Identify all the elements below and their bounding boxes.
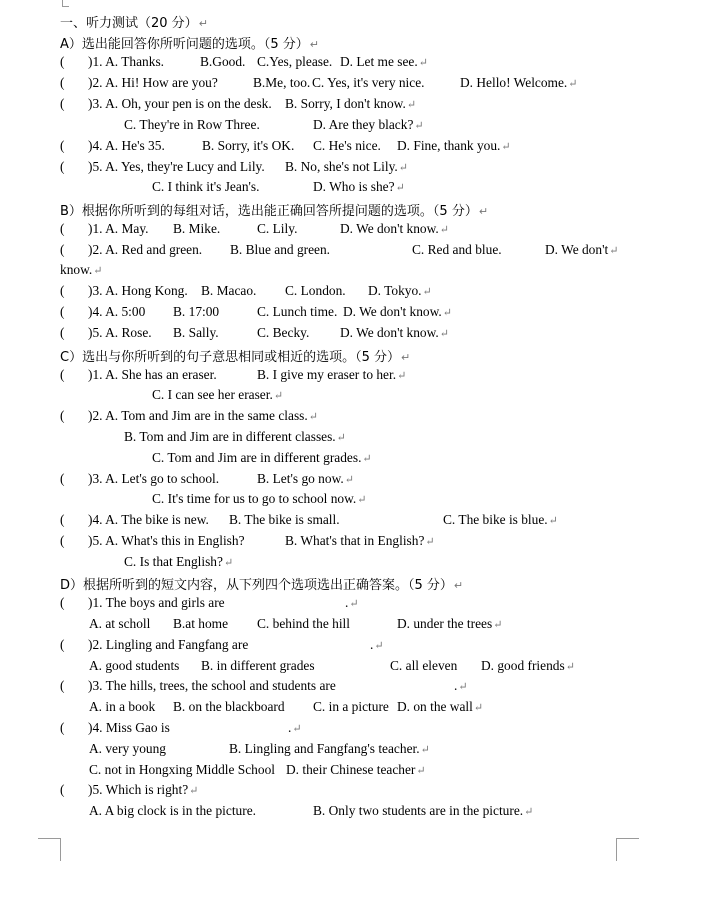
answer-paren: ( bbox=[60, 283, 65, 298]
paragraph-mark-icon: ↵ bbox=[420, 744, 430, 756]
option-a: A. very young bbox=[89, 741, 166, 756]
question-d3 bbox=[0, 678, 712, 698]
option-d: D. Fine, thank you.↵ bbox=[397, 138, 511, 153]
option-c: C. The bike is blue.↵ bbox=[443, 512, 558, 527]
answer-paren: ( bbox=[60, 533, 65, 548]
option-d: D. Are they black?↵ bbox=[313, 117, 424, 132]
blank-period: .↵ bbox=[288, 720, 302, 735]
question-d5-options bbox=[0, 803, 712, 823]
option-d: D. We don't know.↵ bbox=[340, 325, 449, 340]
question-stem: )4. Miss Gao is bbox=[88, 720, 170, 735]
part-d-header: D）根据所听到的短文内容，从下列四个选项选出正确答案。（5 分）↵ bbox=[60, 578, 464, 593]
question-b5 bbox=[0, 325, 712, 345]
question-a5 bbox=[0, 159, 712, 179]
paragraph-mark-icon: ↵ bbox=[568, 78, 578, 90]
option-c: C. not in Hongxing Middle School bbox=[89, 762, 275, 777]
paragraph-mark-icon: ↵ bbox=[336, 432, 346, 444]
part-b-header: B）根据你所听到的每组对话，选出能正确回答所提问题的选项。（5 分）↵ bbox=[60, 204, 489, 219]
answer-paren: ( bbox=[60, 678, 65, 693]
paragraph-mark-icon: ↵ bbox=[395, 182, 405, 194]
option-b: B. Lingling and Fangfang's teacher.↵ bbox=[229, 741, 430, 756]
question-a2 bbox=[0, 75, 712, 95]
option-c: C. I can see her eraser.↵ bbox=[152, 387, 284, 402]
option-c: C. Tom and Jim are in different grades.↵ bbox=[152, 450, 372, 465]
part-b-header-line bbox=[0, 200, 712, 220]
question-c2 bbox=[0, 408, 712, 428]
paragraph-mark-icon: ↵ bbox=[189, 785, 199, 797]
option-b: B. Blue and green. bbox=[230, 242, 331, 257]
paragraph-mark-icon: ↵ bbox=[273, 390, 284, 402]
question-c5 bbox=[0, 533, 712, 553]
question-b1 bbox=[0, 221, 712, 241]
option-b: B. No, she's not Lily.↵ bbox=[285, 159, 408, 174]
wrapped-text: know.↵ bbox=[60, 262, 103, 277]
question-a1 bbox=[0, 54, 712, 74]
paragraph-mark-icon: ↵ bbox=[439, 224, 449, 236]
option-c: C. He's nice. bbox=[313, 138, 381, 153]
paragraph-mark-icon: ↵ bbox=[418, 57, 428, 69]
option-b: B. Mike. bbox=[173, 221, 221, 236]
question-b2-wrap bbox=[0, 262, 712, 282]
answer-paren: ( bbox=[60, 408, 65, 423]
page-corner-mark bbox=[62, 0, 69, 7]
paragraph-mark-icon: ↵ bbox=[439, 328, 449, 340]
paragraph-mark-icon: ↵ bbox=[473, 702, 484, 714]
question-c2-option-c bbox=[0, 450, 712, 470]
option-c: C. London. bbox=[285, 283, 346, 298]
question-b3 bbox=[0, 283, 712, 303]
question-c3-options bbox=[0, 491, 712, 511]
question-a3 bbox=[0, 96, 712, 116]
paragraph-mark-icon: ↵ bbox=[93, 265, 103, 277]
paragraph-mark-icon: ↵ bbox=[478, 205, 489, 218]
paragraph-mark-icon: ↵ bbox=[397, 370, 407, 382]
question-stem: )1. The boys and girls are bbox=[88, 595, 225, 610]
question-d4 bbox=[0, 720, 712, 740]
question-d5 bbox=[0, 782, 712, 802]
question-stem: )2. Lingling and Fangfang are bbox=[88, 637, 249, 652]
option-d: D. Let me see.↵ bbox=[340, 54, 428, 69]
paragraph-mark-icon: ↵ bbox=[501, 141, 511, 153]
answer-paren: ( bbox=[60, 367, 65, 382]
option-b: B.Good. bbox=[200, 54, 246, 69]
option-c: C. Becky. bbox=[257, 325, 310, 340]
paragraph-mark-icon: ↵ bbox=[198, 17, 208, 30]
question-stem: )5. A. What's this in English? bbox=[88, 533, 245, 548]
paragraph-mark-icon: ↵ bbox=[565, 661, 575, 673]
question-a5-options bbox=[0, 179, 712, 199]
question-stem: )4. A. 5:00 bbox=[88, 304, 146, 319]
paragraph-mark-icon: ↵ bbox=[357, 494, 367, 506]
answer-paren: ( bbox=[60, 96, 65, 111]
option-b: B. Sally. bbox=[173, 325, 219, 340]
answer-paren: ( bbox=[60, 720, 65, 735]
question-stem: )2. A. Tom and Jim are in the same class.↵ bbox=[88, 408, 318, 423]
answer-paren: ( bbox=[60, 595, 65, 610]
option-c: C. Lunch time. bbox=[257, 304, 338, 319]
option-b: B. The bike is small. bbox=[229, 512, 340, 527]
option-b: B. 17:00 bbox=[173, 304, 220, 319]
paragraph-mark-icon: ↵ bbox=[344, 474, 354, 486]
question-d3-options bbox=[0, 699, 712, 719]
question-stem: )2. A. Red and green. bbox=[88, 242, 203, 257]
paragraph-mark-icon: ↵ bbox=[453, 579, 464, 592]
answer-paren: ( bbox=[60, 159, 65, 174]
option-c: C. It's time for us to go to school now.↵ bbox=[152, 491, 367, 506]
blank-period: .↵ bbox=[345, 595, 359, 610]
option-d: D. Who is she?↵ bbox=[313, 179, 405, 194]
option-c: C. all eleven bbox=[390, 658, 458, 673]
question-d2-options bbox=[0, 658, 712, 678]
section-title-line bbox=[0, 12, 712, 32]
option-c: C. Red and blue. bbox=[412, 242, 502, 257]
option-c: C. I think it's Jean's. bbox=[152, 179, 260, 194]
question-stem: )2. A. Hi! How are you? bbox=[88, 75, 218, 90]
paragraph-mark-icon: ↵ bbox=[223, 557, 234, 569]
question-c2-option-b bbox=[0, 429, 712, 449]
question-d4-options-2 bbox=[0, 762, 712, 782]
blank-period: .↵ bbox=[370, 637, 384, 652]
paragraph-mark-icon: ↵ bbox=[362, 453, 372, 465]
option-c: C. in a picture bbox=[313, 699, 389, 714]
option-a: A. in a book bbox=[89, 699, 156, 714]
option-d: D. Hello! Welcome.↵ bbox=[460, 75, 578, 90]
question-a3-options bbox=[0, 117, 712, 137]
option-b: B. in different grades bbox=[201, 658, 315, 673]
option-b: B. I give my eraser to her.↵ bbox=[257, 367, 407, 382]
question-d1 bbox=[0, 595, 712, 615]
question-stem: )1. A. She has an eraser. bbox=[88, 367, 217, 382]
option-d: D. We don't know.↵ bbox=[343, 304, 452, 319]
option-b: B. Sorry, I don't know.↵ bbox=[285, 96, 417, 111]
answer-paren: ( bbox=[60, 782, 65, 797]
paragraph-mark-icon: ↵ bbox=[548, 515, 558, 527]
option-d: D. We don't know.↵ bbox=[340, 221, 449, 236]
page-margin-corner-right bbox=[616, 838, 639, 861]
paragraph-mark-icon: ↵ bbox=[524, 806, 534, 818]
option-c: C.Yes, please. bbox=[257, 54, 333, 69]
answer-paren: ( bbox=[60, 138, 65, 153]
answer-paren: ( bbox=[60, 471, 65, 486]
question-stem: )3. The hills, trees, the school and students are bbox=[88, 678, 336, 693]
option-b: B. on the blackboard bbox=[173, 699, 285, 714]
question-c1 bbox=[0, 367, 712, 387]
paragraph-mark-icon: ↵ bbox=[309, 38, 320, 51]
option-d: D. on the wall↵ bbox=[397, 699, 484, 714]
paragraph-mark-icon: ↵ bbox=[398, 162, 408, 174]
option-a: A. at scholl bbox=[89, 616, 151, 631]
question-stem: )4. A. He's 35. bbox=[88, 138, 165, 153]
paragraph-mark-icon: ↵ bbox=[349, 598, 359, 610]
question-stem: )3. A. Oh, your pen is on the desk. bbox=[88, 96, 272, 111]
question-c1-options bbox=[0, 387, 712, 407]
paragraph-mark-icon: ↵ bbox=[414, 120, 424, 132]
part-c-header: C）选出与你所听到的句子意思相同或相近的选项。（5 分）↵ bbox=[60, 350, 411, 365]
paragraph-mark-icon: ↵ bbox=[422, 286, 432, 298]
question-stem: )5. Which is right?↵ bbox=[88, 782, 199, 797]
paragraph-mark-icon: ↵ bbox=[493, 619, 503, 631]
part-d-header-line bbox=[0, 574, 712, 594]
question-c5-options bbox=[0, 554, 712, 574]
question-stem: )1. A. Thanks. bbox=[88, 54, 165, 69]
question-stem: )5. A. Yes, they're Lucy and Lily. bbox=[88, 159, 265, 174]
question-a4 bbox=[0, 138, 712, 158]
paragraph-mark-icon: ↵ bbox=[425, 536, 435, 548]
option-c: C. behind the hill bbox=[257, 616, 350, 631]
answer-paren: ( bbox=[60, 221, 65, 236]
option-c: C. Is that English?↵ bbox=[124, 554, 234, 569]
paragraph-mark-icon: ↵ bbox=[416, 765, 426, 777]
question-stem: )5. A. Rose. bbox=[88, 325, 152, 340]
option-c: C. Yes, it's very nice. bbox=[312, 75, 425, 90]
answer-paren: ( bbox=[60, 304, 65, 319]
option-b: B. Macao. bbox=[201, 283, 257, 298]
paragraph-mark-icon: ↵ bbox=[458, 681, 468, 693]
paragraph-mark-icon: ↵ bbox=[308, 411, 318, 423]
question-stem: )4. A. The bike is new. bbox=[88, 512, 209, 527]
paragraph-mark-icon: ↵ bbox=[609, 245, 619, 257]
question-d1-options bbox=[0, 616, 712, 636]
paragraph-mark-icon: ↵ bbox=[406, 99, 417, 111]
question-d4-options bbox=[0, 741, 712, 761]
option-a: A. A big clock is in the picture. bbox=[89, 803, 256, 818]
question-c4 bbox=[0, 512, 712, 532]
option-b: B. Let's go now.↵ bbox=[257, 471, 354, 486]
option-d: D. under the trees↵ bbox=[397, 616, 503, 631]
part-c-header-line bbox=[0, 346, 712, 366]
question-b2 bbox=[0, 242, 712, 262]
option-d: D. We don't↵ bbox=[545, 242, 619, 257]
paragraph-mark-icon: ↵ bbox=[374, 640, 384, 652]
option-b: B. Sorry, it's OK. bbox=[202, 138, 295, 153]
answer-paren: ( bbox=[60, 54, 65, 69]
option-a: A. good students bbox=[89, 658, 180, 673]
option-b: B.Me, too. bbox=[253, 75, 311, 90]
answer-paren: ( bbox=[60, 75, 65, 90]
blank-period: .↵ bbox=[454, 678, 468, 693]
section-title: 一、听力测试（20 分）↵ bbox=[60, 16, 208, 31]
question-stem: )1. A. May. bbox=[88, 221, 149, 236]
paragraph-mark-icon: ↵ bbox=[292, 723, 302, 735]
page-margin-corner-left bbox=[38, 838, 61, 861]
option-b: B. What's that in English?↵ bbox=[285, 533, 435, 548]
answer-paren: ( bbox=[60, 637, 65, 652]
answer-paren: ( bbox=[60, 325, 65, 340]
question-b4 bbox=[0, 304, 712, 324]
option-b: B. Tom and Jim are in different classes.↵ bbox=[124, 429, 346, 444]
option-d: D. good friends↵ bbox=[481, 658, 575, 673]
part-a-header: A）选出能回答你所听问题的选项。（5 分）↵ bbox=[60, 37, 320, 52]
option-c: C. They're in Row Three. bbox=[124, 117, 260, 132]
question-stem: )3. A. Let's go to school. bbox=[88, 471, 220, 486]
option-d: D. Tokyo.↵ bbox=[368, 283, 432, 298]
question-d2 bbox=[0, 637, 712, 657]
option-b: B. Only two students are in the picture.↵ bbox=[313, 803, 534, 818]
question-stem: )3. A. Hong Kong. bbox=[88, 283, 188, 298]
option-b: B.at home bbox=[173, 616, 229, 631]
option-d: D. their Chinese teacher↵ bbox=[286, 762, 426, 777]
part-a-header-line bbox=[0, 33, 712, 53]
paragraph-mark-icon: ↵ bbox=[442, 307, 452, 319]
question-c3 bbox=[0, 471, 712, 491]
answer-paren: ( bbox=[60, 512, 65, 527]
answer-paren: ( bbox=[60, 242, 65, 257]
option-c: C. Lily. bbox=[257, 221, 298, 236]
paragraph-mark-icon: ↵ bbox=[400, 351, 411, 364]
